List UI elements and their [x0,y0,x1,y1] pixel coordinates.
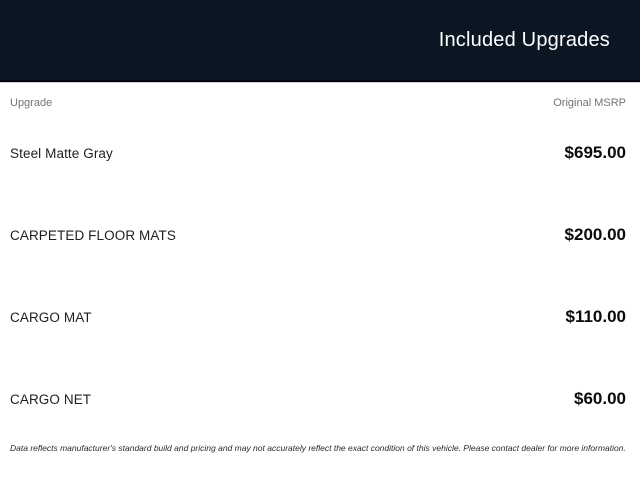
upgrade-name: CARPETED FLOOR MATS [10,227,176,243]
page-title: Included Upgrades [438,28,610,51]
upgrade-price: $200.00 [564,225,626,244]
table-row [0,112,640,194]
table-row [0,194,640,276]
upgrade-name: CARGO NET [10,391,92,407]
table-row [0,358,640,440]
panel-header [0,0,640,82]
upgrade-price: $695.00 [564,143,626,162]
upgrade-price: $110.00 [565,307,626,326]
table-column-header [0,83,640,112]
upgrade-name: Steel Matte Gray [10,145,113,161]
table-row [0,276,640,358]
disclaimer-text: Data reflects manufacturer's standard build and pricing and may not accurately reflect the exact condition of this vehicle. Please contact dealer for more information. [10,443,626,453]
upgrade-name: CARGO MAT [10,309,92,325]
upgrade-price: $60.00 [574,389,626,408]
column-label-original-msrp: Original MSRP [553,97,626,109]
column-label-upgrade: Upgrade [10,97,53,109]
